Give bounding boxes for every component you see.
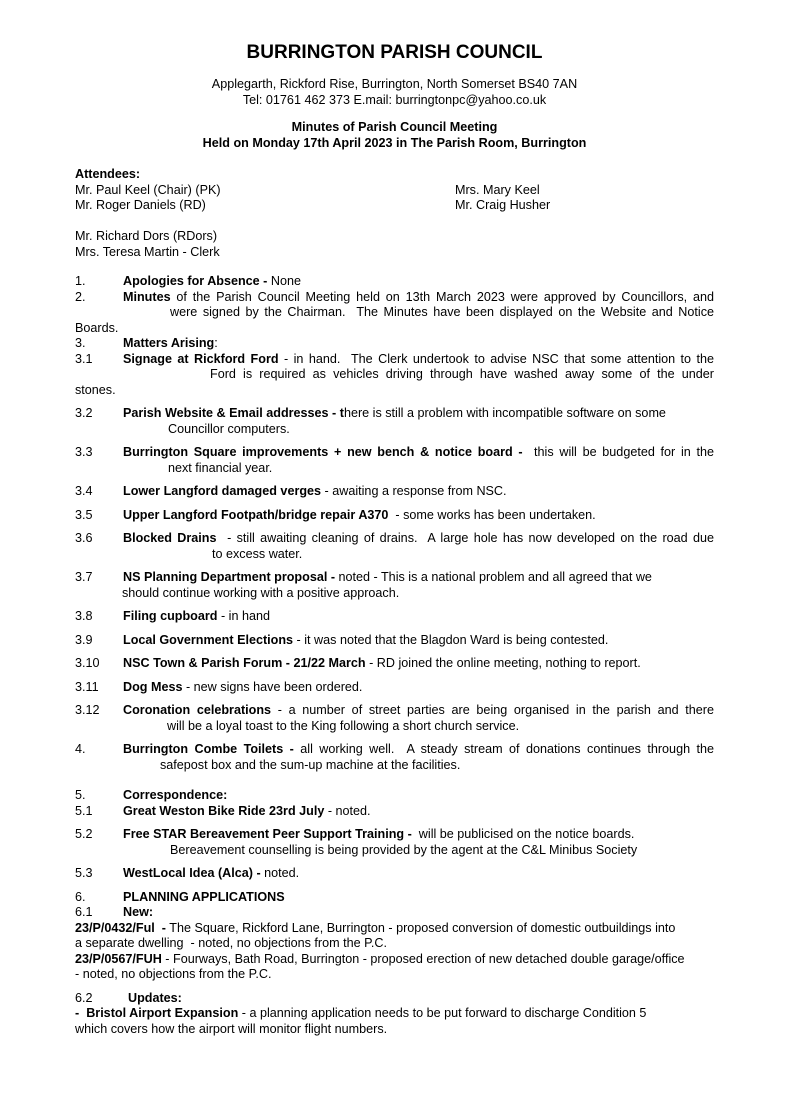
minute-item-5-3 — [75, 866, 714, 882]
item-text-regular: - RD joined the online meeting, nothing to report. — [365, 656, 641, 670]
minute-line — [75, 633, 714, 649]
item-text — [75, 484, 714, 500]
item-text-bold: Burrington Combe Toilets - — [123, 742, 294, 756]
minute-line — [75, 804, 714, 820]
item-text — [75, 290, 714, 306]
update-bristol-airport-expansion — [75, 1006, 714, 1037]
item-text — [75, 609, 714, 625]
item-number: 6.2 — [75, 990, 93, 1005]
item-text-regular: - noted, no objections from the P.C. — [75, 967, 272, 981]
item-text-regular: safepost box and the sum-up machine at the facilities. — [160, 757, 461, 772]
item-text-bold: 23/P/0567/FUH — [75, 951, 162, 966]
minute-line — [75, 609, 714, 625]
document-header — [75, 42, 714, 151]
minute-line — [75, 586, 714, 602]
item-text-bold: Parish Website & Email addresses - t — [123, 406, 344, 420]
item-text — [75, 843, 714, 859]
item-text — [75, 422, 714, 438]
item-text-bold: Free STAR Bereavement Peer Support Training - — [123, 827, 416, 841]
item-text — [75, 531, 714, 547]
item-text-regular: all working well. A steady stream of donations continues through the — [293, 742, 715, 756]
item-text-regular: will be a loyal toast to the King following a short church service. — [167, 718, 520, 733]
item-number: 3.9 — [75, 632, 93, 647]
item-text-regular: None — [270, 274, 301, 288]
item-text — [75, 1022, 714, 1038]
item-text-regular: should continue working with a positive approach. — [122, 585, 400, 600]
minute-line — [75, 570, 714, 586]
item-text-regular: - noted. — [324, 803, 371, 818]
minute-line — [75, 367, 714, 383]
item-number: 3.7 — [75, 570, 93, 584]
minute-line — [75, 952, 714, 968]
minute-line — [75, 866, 714, 882]
minute-item-5 — [75, 788, 714, 804]
item-text-regular: will be publicised on the notice boards. — [415, 827, 635, 841]
item-text-bold: Dog Mess — [123, 679, 183, 694]
item-text-regular: Bereavement counselling is being provided by the agent at the C&L Minibus Society — [170, 842, 638, 857]
item-text-regular: - a number of street parties are being organised in the parish and there — [271, 703, 714, 717]
item-text — [75, 508, 714, 524]
item-number: 5.3 — [75, 866, 93, 880]
attendee-row: Mrs. Teresa Martin - Clerk — [75, 244, 220, 259]
minute-line — [75, 274, 714, 290]
minute-line — [75, 1022, 714, 1038]
item-text-bold: Local Government Elections — [123, 632, 294, 647]
item-text — [75, 586, 714, 602]
item-number: 3.10 — [75, 656, 100, 670]
item-text — [75, 321, 714, 337]
minute-item-3-5 — [75, 508, 714, 524]
minute-item-6-2 — [75, 991, 714, 1007]
minute-item-5-2 — [75, 827, 714, 858]
item-text — [75, 936, 714, 952]
contact-line: Tel: 01761 462 373 E.mail: burringtonpc@yahoo.co.uk — [242, 92, 547, 107]
minute-item-4 — [75, 742, 714, 773]
item-number: 3.1 — [75, 351, 93, 366]
item-text-bold: Blocked Drains — [123, 531, 217, 545]
minute-line — [75, 905, 714, 921]
item-number: 3.12 — [75, 703, 100, 717]
item-text — [75, 274, 714, 290]
item-number: 3.6 — [75, 531, 93, 545]
attendee-name: Mr. Paul Keel (Chair) (PK) — [75, 182, 221, 197]
item-text — [75, 804, 714, 820]
minute-item-3-8 — [75, 609, 714, 625]
item-text — [75, 633, 714, 649]
minute-line — [75, 890, 714, 906]
item-text-bold: Matters Arising — [123, 336, 215, 350]
item-text — [75, 445, 714, 461]
item-text-regular: The Square, Rickford Lane, Burrington - proposed conversion of domestic outbuildings into — [166, 920, 676, 935]
item-text-regular: here is still a problem with incompatible software on some — [343, 406, 666, 420]
minute-line — [75, 352, 714, 368]
minute-line — [75, 445, 714, 461]
attendee-row — [75, 183, 714, 199]
item-text-bold: New: — [123, 905, 154, 919]
attendee-row — [75, 198, 714, 214]
item-text-bold: NS Planning Department proposal - — [123, 570, 336, 584]
item-text-bold: WestLocal Idea (Alca) - — [123, 866, 261, 880]
item-text — [75, 967, 714, 983]
item-text-bold: Upper Langford Footpath/bridge repair A370 — [123, 507, 389, 522]
item-text-regular: noted - This is a national problem and all agreed that we — [335, 570, 652, 584]
minute-item-2 — [75, 290, 714, 337]
minute-line — [75, 991, 714, 1007]
item-text — [75, 991, 714, 1007]
minute-line — [75, 967, 714, 983]
item-text — [75, 461, 714, 477]
minute-item-6-1 — [75, 905, 714, 921]
attendee-name: Mr. Roger Daniels (RD) — [75, 198, 206, 212]
item-text-bold: PLANNING APPLICATIONS — [123, 889, 285, 904]
item-text-regular: - Fourways, Bath Road, Burrington - proposed erection of new detached double garage/office — [161, 951, 685, 966]
minute-line — [75, 336, 714, 352]
item-text-regular: next financial year. — [168, 460, 273, 475]
item-number: 5. — [75, 788, 86, 802]
minute-line — [75, 484, 714, 500]
item-text-bold: Signage at Rickford Ford — [123, 351, 279, 366]
minute-item-3-6 — [75, 531, 714, 562]
item-text — [75, 547, 714, 563]
item-text-bold: Minutes — [123, 289, 171, 304]
item-text-regular: of the Parish Council Meeting held on 13th March 2023 were approved by Councillors, and — [170, 289, 714, 304]
item-text — [75, 1006, 714, 1022]
item-text — [75, 336, 714, 352]
item-text-regular: stones. — [75, 382, 116, 397]
item-text — [75, 905, 714, 921]
item-text-regular: which covers how the airport will monitor flight numbers. — [75, 1021, 388, 1036]
item-number: 3.8 — [75, 609, 93, 623]
item-text — [75, 680, 714, 696]
minute-item-6 — [75, 890, 714, 906]
item-number: 5.1 — [75, 803, 93, 818]
attendee-name: Mrs. Mary Keel — [455, 182, 540, 197]
attendees-section — [75, 167, 714, 260]
minute-line — [75, 742, 714, 758]
minute-line — [75, 703, 714, 719]
blank-line — [75, 214, 714, 230]
minute-line — [75, 305, 714, 321]
minute-item-3-12 — [75, 703, 714, 734]
minute-line — [75, 406, 714, 422]
attendees-label: Attendees: — [75, 167, 141, 181]
item-text-regular: - still awaiting cleaning of drains. A large hole has now developed on the road due — [216, 531, 714, 545]
minute-item-3-2 — [75, 406, 714, 437]
item-text — [75, 367, 714, 383]
item-text — [75, 352, 714, 368]
item-text-bold: Burrington Square improvements + new bench & notice board - — [123, 445, 529, 459]
minute-line — [75, 383, 714, 399]
minute-item-3-1 — [75, 352, 714, 399]
item-text — [75, 788, 714, 804]
item-number: 6. — [75, 889, 86, 904]
minute-item-3-7 — [75, 570, 714, 601]
minute-item-1 — [75, 274, 714, 290]
item-number: 6.1 — [75, 905, 93, 919]
item-text-regular: Councillor computers. — [168, 421, 290, 436]
item-number: 5.2 — [75, 827, 93, 841]
item-text — [75, 952, 714, 968]
minute-item-3 — [75, 336, 714, 352]
item-text-regular: - some works has been undertaken. — [388, 507, 596, 522]
item-text-regular: - in hand. The Clerk undertook to advise NSC that some attention to the — [278, 351, 714, 366]
item-text — [75, 719, 714, 735]
item-number: 3.11 — [75, 679, 99, 694]
item-number: 3.4 — [75, 484, 93, 498]
item-text — [75, 758, 714, 774]
minute-line — [75, 843, 714, 859]
minute-line — [75, 461, 714, 477]
minute-item-5-1 — [75, 804, 714, 820]
minute-line — [75, 788, 714, 804]
item-text-bold: Apologies for Absence - — [123, 274, 271, 288]
item-text-bold: Filing cupboard — [123, 609, 218, 623]
item-text-bold: Coronation celebrations — [123, 703, 272, 717]
item-text — [75, 305, 714, 321]
minute-line — [75, 547, 714, 563]
attendee-row: Mr. Richard Dors (RDors) — [75, 229, 218, 243]
planning-application-23P0432 — [75, 921, 714, 952]
item-text-regular: this will be budgeted for in the — [528, 445, 714, 459]
item-text-regular: Boards. — [75, 320, 119, 335]
item-number: 1. — [75, 274, 86, 288]
meeting-title — [75, 120, 714, 151]
minute-line — [75, 680, 714, 696]
item-text — [75, 827, 714, 843]
item-text — [75, 406, 714, 422]
item-text-regular: - it was noted that the Blagdon Ward is being contested. — [293, 632, 609, 647]
item-text — [75, 656, 714, 672]
item-text-regular: - new signs have been ordered. — [182, 679, 363, 694]
item-number: 2. — [75, 289, 86, 304]
item-text — [75, 866, 714, 882]
minute-item-3-10 — [75, 656, 714, 672]
item-text-regular: - in hand — [217, 609, 270, 623]
minute-line — [75, 758, 714, 774]
item-text-bold: NSC Town & Parish Forum - 21/22 March — [123, 656, 366, 670]
meeting-title-line2: Held on Monday 17th April 2023 in The Parish Room, Burrington — [202, 135, 587, 150]
item-text-regular: to excess water. — [212, 546, 303, 561]
item-text — [75, 570, 714, 586]
minute-line — [75, 1006, 714, 1022]
minutes-list — [75, 274, 714, 1037]
item-text-bold: Correspondence: — [123, 788, 228, 802]
item-number: 3.3 — [75, 445, 93, 459]
address-line: Applegarth, Rickford Rise, Burrington, North Somerset BS40 7AN — [211, 77, 578, 91]
minute-line — [75, 656, 714, 672]
item-text — [75, 890, 714, 906]
item-text-regular: - a planning application needs to be put forward to discharge Condition 5 — [238, 1006, 647, 1020]
item-text-regular: - awaiting a response from NSC. — [321, 484, 507, 498]
item-number: 3.2 — [75, 406, 93, 420]
item-text — [75, 921, 714, 937]
item-text-bold: Great Weston Bike Ride 23rd July — [123, 803, 325, 818]
item-text-bold: - Bristol Airport Expansion — [75, 1006, 239, 1020]
minute-item-3-9 — [75, 633, 714, 649]
item-text — [75, 703, 714, 719]
item-text-regular: were signed by the Chairman. The Minutes have been displayed on the Website and Notice — [170, 305, 714, 319]
attendees-list — [75, 183, 714, 261]
item-number: 3. — [75, 336, 86, 350]
minute-line — [75, 422, 714, 438]
meeting-title-line1: Minutes of Parish Council Meeting — [291, 120, 498, 134]
minute-line — [75, 508, 714, 524]
item-text-bold: Lower Langford damaged verges — [123, 484, 322, 498]
minute-line — [75, 921, 714, 937]
item-text-bold: 23/P/0432/Ful - — [75, 920, 166, 935]
item-number: 4. — [75, 742, 86, 756]
item-text — [75, 383, 714, 399]
item-text-bold: Updates: — [128, 990, 182, 1005]
minute-item-3-3 — [75, 445, 714, 476]
item-number: 3.5 — [75, 507, 93, 522]
minute-line — [75, 936, 714, 952]
minute-line — [75, 290, 714, 306]
item-text-regular: Ford is required as vehicles driving through have washed away some of the under — [210, 367, 714, 381]
item-text-regular: noted. — [260, 866, 300, 880]
item-text-regular: : — [214, 336, 218, 350]
page-title: BURRINGTON PARISH COUNCIL — [246, 42, 543, 63]
minute-item-3-11 — [75, 680, 714, 696]
minute-line — [75, 719, 714, 735]
minute-line — [75, 321, 714, 337]
planning-application-23P0567 — [75, 952, 714, 983]
item-text — [75, 742, 714, 758]
attendee-name: Mr. Craig Husher — [455, 198, 551, 212]
minute-item-3-4 — [75, 484, 714, 500]
minute-line — [75, 531, 714, 547]
item-text-regular: a separate dwelling - noted, no objections from the P.C. — [75, 936, 387, 950]
minute-line — [75, 827, 714, 843]
